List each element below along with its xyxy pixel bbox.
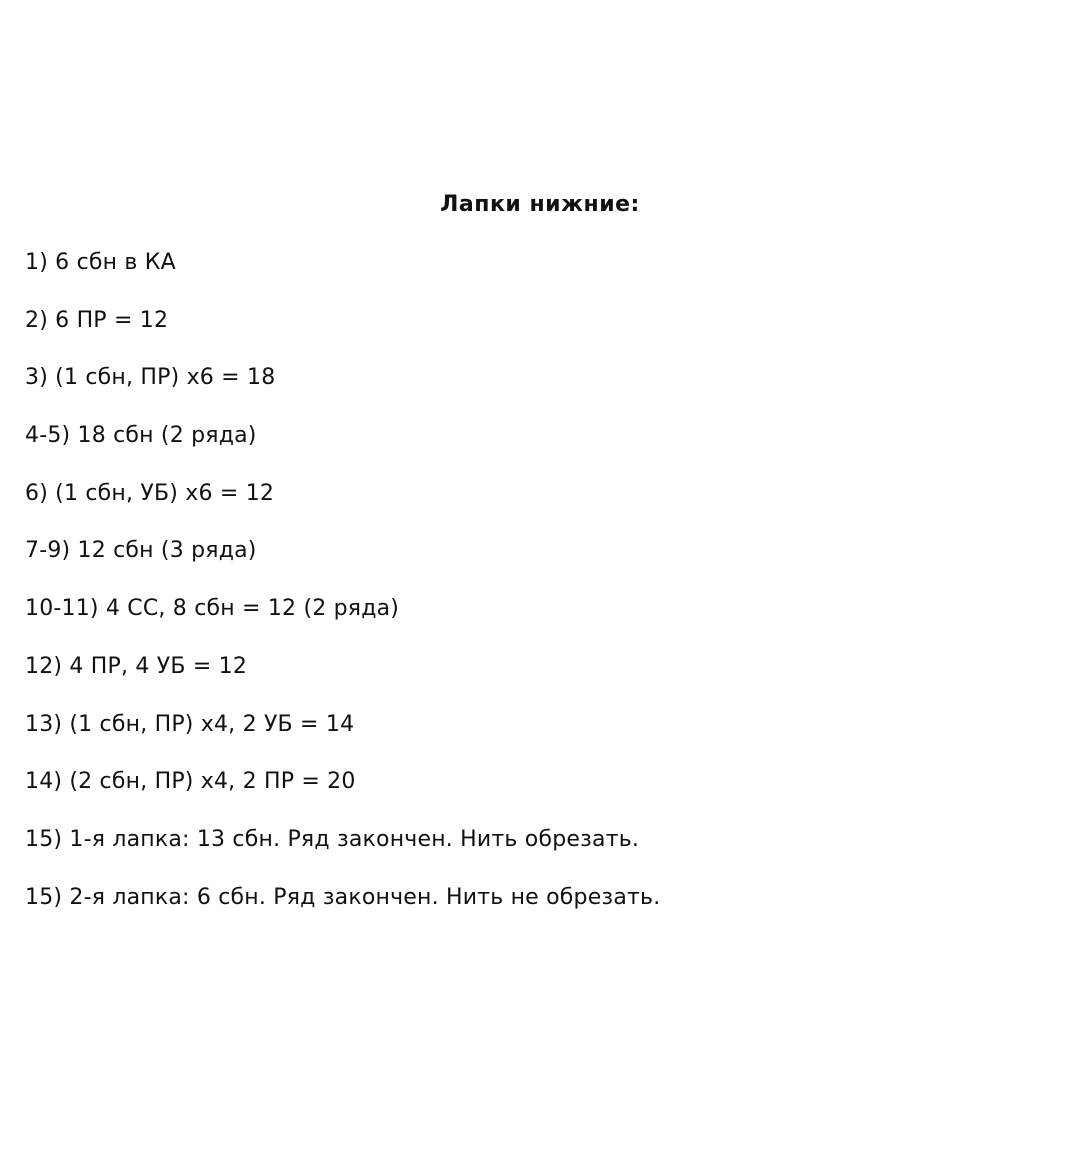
instruction-step: 13) (1 сбн, ПР) х4, 2 УБ = 14	[25, 711, 355, 737]
instruction-step: 12) 4 ПР, 4 УБ = 12	[25, 653, 248, 679]
instruction-step: 4-5) 18 сбн (2 ряда)	[25, 423, 257, 449]
instruction-step: 2) 6 ПР = 12	[25, 307, 169, 333]
instruction-step: 10-11) 4 СС, 8 сбн = 12 (2 ряда)	[25, 596, 400, 622]
instruction-step: 3) (1 сбн, ПР) х6 = 18	[25, 365, 276, 391]
instruction-step: 1) 6 сбн в КА	[25, 250, 176, 275]
instruction-step: 14) (2 сбн, ПР) х4, 2 ПР = 20	[25, 769, 356, 795]
document-title: Лапки нижние:	[440, 192, 640, 217]
instruction-step: 7-9) 12 сбн (3 ряда)	[25, 538, 257, 564]
instruction-step: 15) 2-я лапка: 6 сбн. Ряд закончен. Нить не обрезать.	[25, 884, 661, 910]
instruction-step: 15) 1-я лапка: 13 сбн. Ряд закончен. Нить обрезать.	[25, 826, 640, 852]
instruction-list	[25, 246, 660, 938]
instruction-step: 6) (1 сбн, УБ) х6 = 12	[25, 480, 275, 506]
